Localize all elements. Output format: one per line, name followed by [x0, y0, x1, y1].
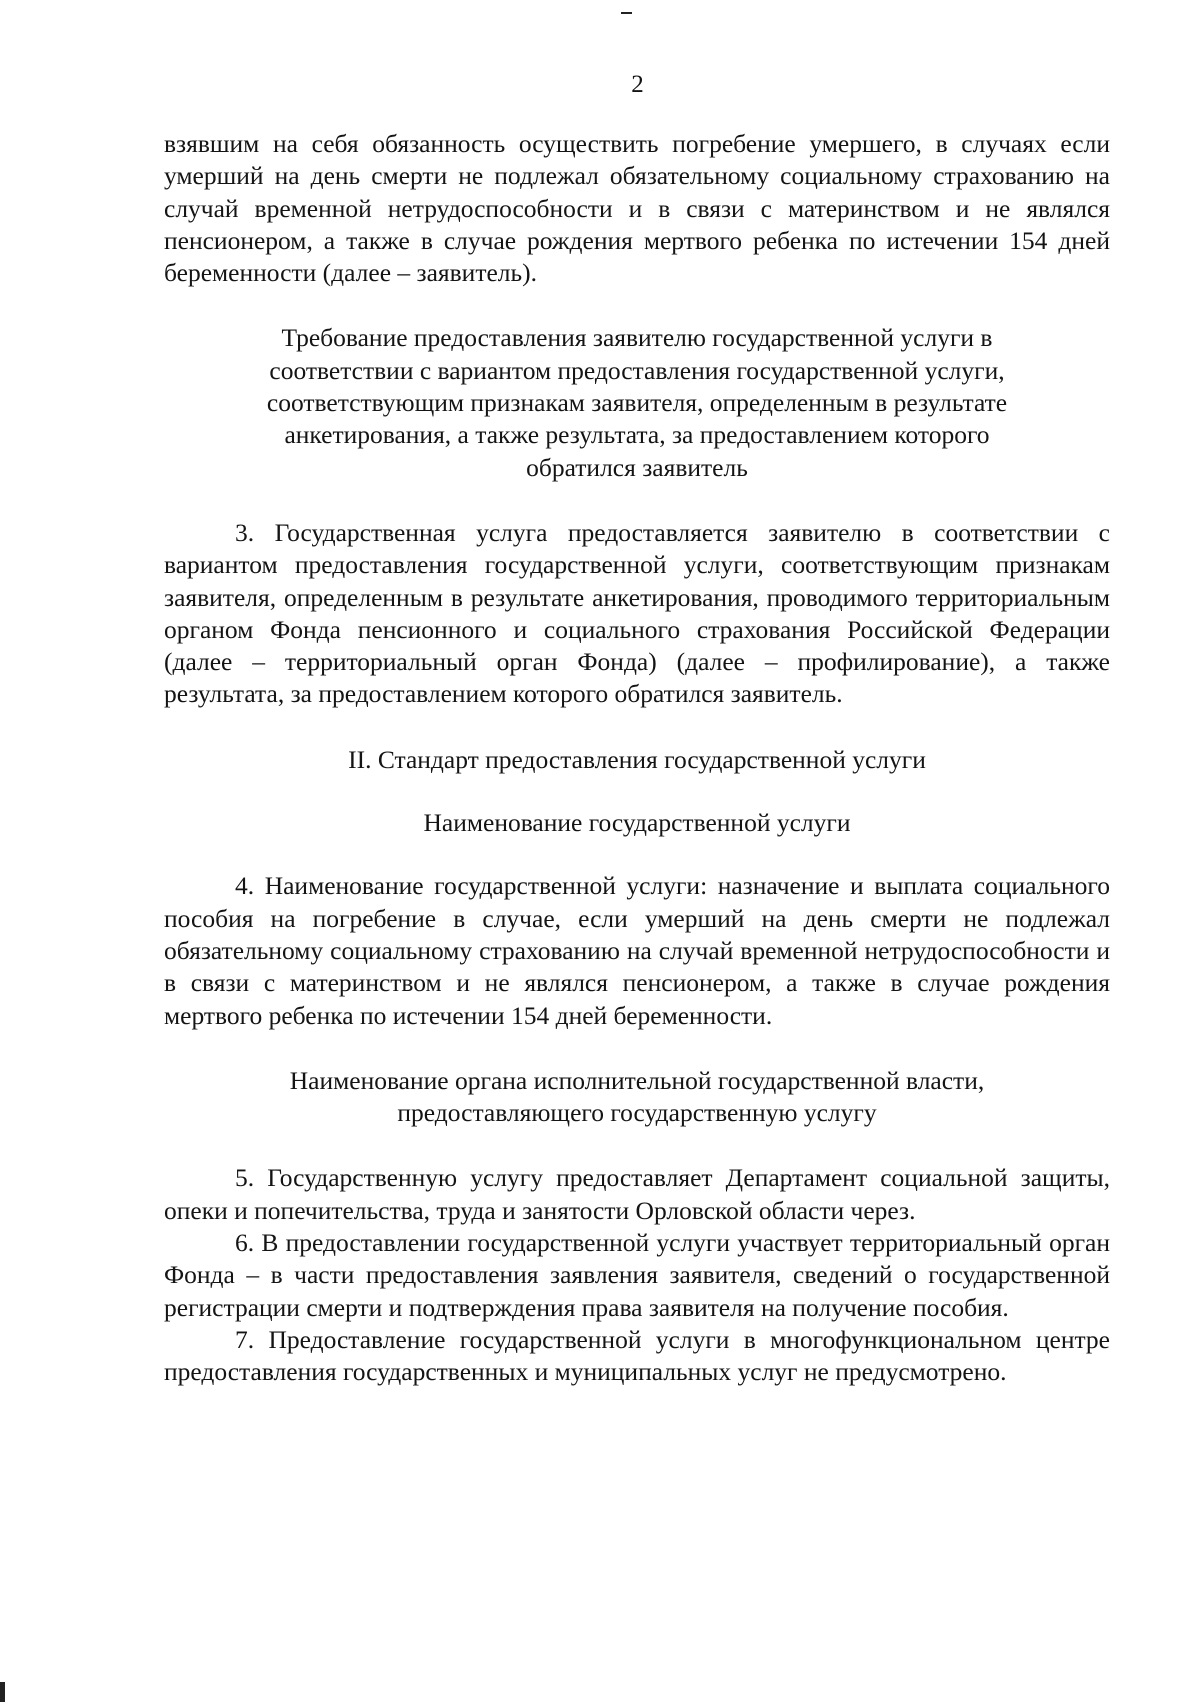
paragraph-5: 5. Государственную услугу предоставляет Департамент социальной защиты, опеки и попечительства, труда и занятости Орловской области через. [164, 1163, 1110, 1225]
paragraph-6: 6. В предоставлении государственной услуги участвует территориальный орган Фонда – в части предоставления заявления заявителя, сведений о государственной регистрации смерти и подтверждения права заявителя на получение пособия. [164, 1228, 1110, 1322]
document-body [164, 128, 1110, 1389]
paragraph-3: 3. Государственная услуга предоставляется заявителю в соответствии с вариантом предоставления государственной услуги, соответствующим признакам заявителя, определенным в результате анкетирования, проводимого территориальным органом Фонда пенсионного и социального страхования Российской Федерации (далее – территориальный орган Фонда) (далее – профилирование), а также результата, за предоставлением которого обратился заявитель. [164, 517, 1110, 709]
intro-paragraph: взявшим на себя обязанность осуществить погребение умершего, в случаях если умерший на день смерти не подлежал обязательному социальному страхованию на случай временной нетрудоспособности и в связи с материнством и не являлся пенсионером, а также в случае рождения мертвого ребенка по истечении 154 дней беременности (далее – заявитель). [164, 129, 1110, 288]
paragraph-7: 7. Предоставление государственной услуги в многофункциональном центре предоставления государственных и муниципальных услуг не предусмотрено. [164, 1324, 1110, 1387]
scan-artifact-top [621, 12, 632, 14]
section-heading-standard: II. Стандарт предоставления государственной услуги [348, 744, 926, 774]
page-number: 2 [631, 71, 644, 98]
paragraph-4: 4. Наименование государственной услуги: назначение и выплата социального пособия на погребение в случае, если умерший на день смерти не подлежал обязательному социальному страхованию на случай временной нетрудоспособности и в связи с материнством и не являлся пенсионером, а также в случае рождения мертвого ребенка по истечении 154 дней беременности. [164, 871, 1110, 1030]
scan-artifact-bottom-left [0, 1682, 5, 1702]
subheading-authority: Наименование органа исполнительной государственной власти, предоставляющего государственную услугу [289, 1065, 985, 1128]
subheading-service-name: Наименование государственной услуги [423, 808, 851, 838]
section-heading-requirement: Требование предоставления заявителю государственной услуги в соответствии с вариантом предоставления государственной услуги, соответствующим признакам заявителя, определенным в результате анкетирования, а также результата, за предоставлением которого обратился заявитель [266, 323, 1008, 482]
